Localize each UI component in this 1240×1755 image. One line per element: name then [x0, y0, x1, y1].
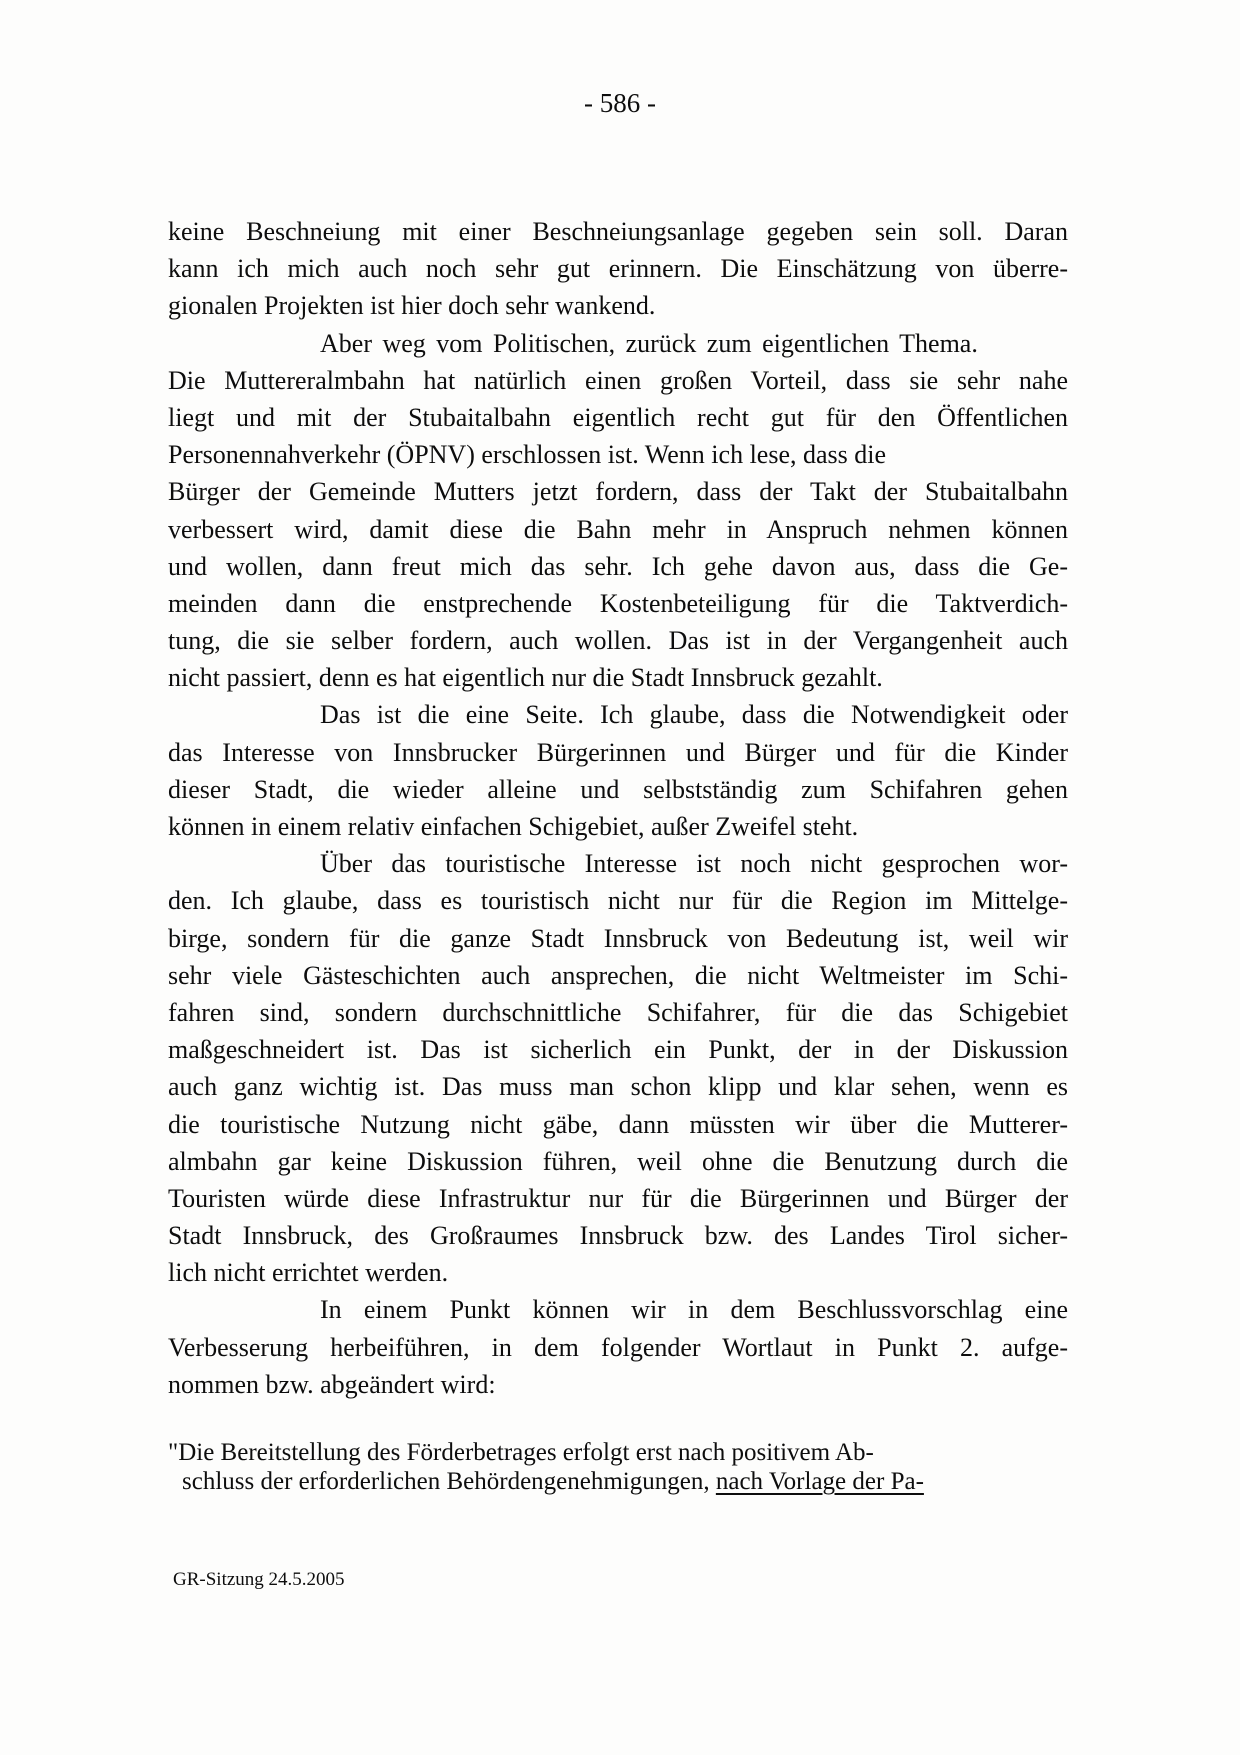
text-line: nicht passiert, denn es hat eigentlich nur die Stadt Innsbruck gezahlt.	[168, 663, 883, 693]
quote-block	[168, 1438, 1098, 1496]
text-line: Über das touristische Interesse ist noch nicht gesprochen wor-	[320, 849, 1068, 879]
quote-line-2-plain: schluss der erforderlichen Behördengenehmigungen,	[182, 1468, 716, 1495]
text-line: den. Ich glaube, dass es touristisch nicht nur für die Region im Mittelge-	[168, 886, 1068, 916]
text-line: In einem Punkt können wir in dem Beschlussvorschlag eine	[320, 1295, 1068, 1325]
text-line: können in einem relativ einfachen Schigebiet, außer Zweifel steht.	[168, 812, 859, 841]
text-line: birge, sondern für die ganze Stadt Innsbruck von Bedeutung ist, weil wir	[168, 923, 1068, 953]
body-text	[168, 213, 1068, 1403]
text-line: fahren sind, sondern durchschnittliche Schifahrer, für die das Schigebiet	[168, 997, 1068, 1027]
text-line: keine Beschneiung mit einer Beschneiungsanlage gegeben sein soll. Daran	[168, 217, 1068, 246]
quote-line-2	[168, 1467, 1098, 1496]
text-line: Touristen würde diese Infrastruktur nur für die Bürgerinnen und Bürger der	[168, 1183, 1068, 1213]
text-line: sehr viele Gästeschichten auch ansprechen, die nicht Weltmeister im Schi-	[168, 960, 1068, 990]
text-line: Personennahverkehr (ÖPNV) erschlossen ist. Wenn ich lese, dass die	[168, 440, 887, 470]
text-line: maßgeschneidert ist. Das ist sicherlich ein Punkt, der in der Diskussion	[168, 1035, 1068, 1065]
text-line: das Interesse von Innsbrucker Bürgerinnen und Bürger und für die Kinder	[168, 737, 1068, 767]
text-line: gionalen Projekten ist hier doch sehr wankend.	[168, 291, 656, 321]
footer-note: GR-Sitzung 24.5.2005	[173, 1569, 345, 1590]
text-line: almbahn gar keine Diskussion führen, weil ohne die Benutzung durch die	[168, 1146, 1068, 1176]
text-line: die touristische Nutzung nicht gäbe, dann müssten wir über die Mutterer-	[168, 1109, 1068, 1139]
text-line: lich nicht errichtet werden.	[168, 1258, 449, 1288]
text-line: tung, die sie selber fordern, auch wollen. Das ist in der Vergangenheit auch	[168, 626, 1068, 656]
text-line: auch ganz wichtig ist. Das muss man schon klipp und klar sehen, wenn es	[168, 1072, 1068, 1102]
text-line: Das ist die eine Seite. Ich glaube, dass die Notwendigkeit oder	[320, 700, 1068, 730]
text-line: Stadt Innsbruck, des Großraumes Innsbruck bzw. des Landes Tirol sicher-	[168, 1221, 1068, 1251]
page-number: - 586 -	[584, 88, 656, 118]
text-line: dieser Stadt, die wieder alleine und selbstständig zum Schifahren gehen	[168, 774, 1068, 804]
text-line: Bürger der Gemeinde Mutters jetzt fordern, dass der Takt der Stubaitalbahn	[168, 477, 1068, 507]
text-line: Aber weg vom Politischen, zurück zum eigentlichen Thema.	[320, 328, 978, 358]
text-line: meinden dann die enstprechende Kostenbeteiligung für die Taktverdich-	[168, 588, 1068, 618]
text-line: Verbesserung herbeiführen, in dem folgender Wortlaut in Punkt 2. aufge-	[168, 1332, 1068, 1362]
text-line: und wollen, dann freut mich das sehr. Ich gehe davon aus, dass die Ge-	[168, 551, 1068, 581]
text-line: nommen bzw. abgeändert wird:	[168, 1369, 496, 1399]
text-line: liegt und mit der Stubaitalbahn eigentlich recht gut für den Öffentlichen	[168, 402, 1068, 432]
quote-line-2-underlined: nach Vorlage der Pa-	[715, 1468, 924, 1495]
quote-line-1: "Die Bereitstellung des Förderbetrages erfolgt erst nach positivem Ab-	[168, 1439, 874, 1466]
text-line: verbessert wird, damit diese die Bahn mehr in Anspruch nehmen können	[168, 514, 1068, 544]
text-line: Die Muttereralmbahn hat natürlich einen großen Vorteil, dass sie sehr nahe	[168, 365, 1068, 395]
text-line: kann ich mich auch noch sehr gut erinnern. Die Einschätzung von überre-	[168, 254, 1068, 284]
